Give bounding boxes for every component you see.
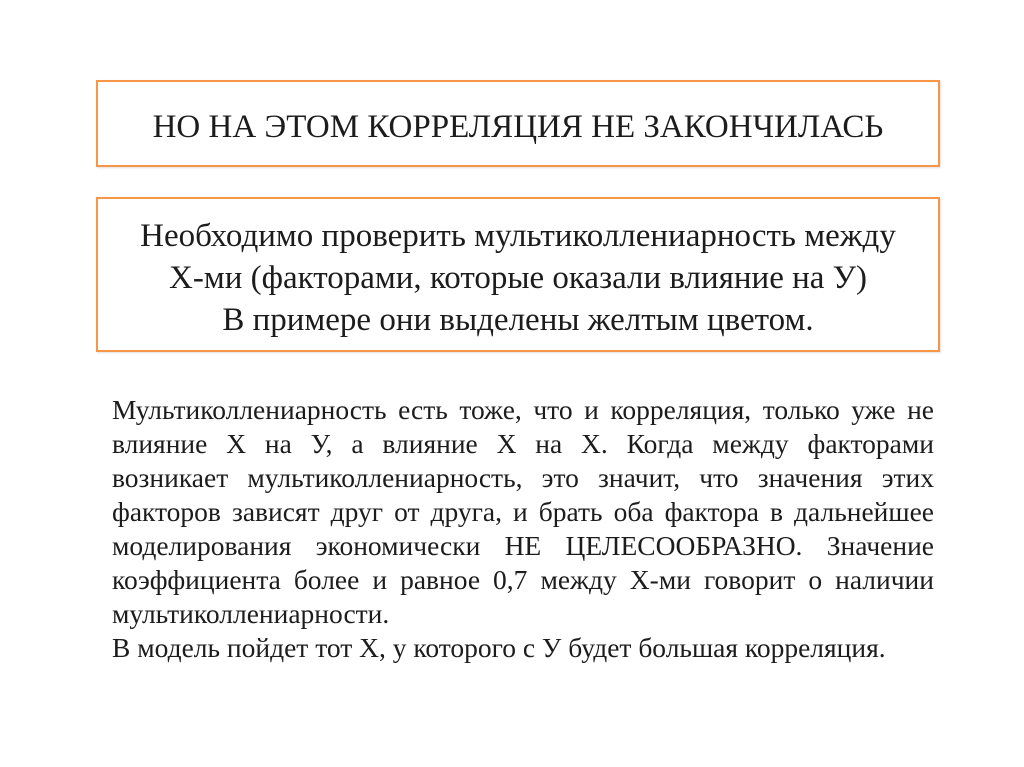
body-line: коэффициента более и равное 0,7 между Х-ми говорит о наличии (112, 564, 934, 595)
body-text (112, 393, 934, 665)
body-line: факторов зависят друг от друга, и брать оба фактора в дальнейшее (112, 496, 934, 527)
body-line: влияние Х на У, а влияние Х на Х. Когда между факторами (112, 428, 934, 459)
note-line: Необходимо проверить мультиколлениарность между (140, 217, 896, 254)
body-line: моделирования экономически НЕ ЦЕЛЕСООБРАЗНО. Значение (112, 530, 934, 561)
conclusion-line: В модель пойдет тот Х, у которого с У будет большая корреляция. (112, 632, 886, 663)
header-box (96, 80, 940, 167)
note-box (96, 197, 940, 352)
body-line: Мультиколлениарность есть тоже, что и корреляция, только уже не (112, 394, 934, 425)
body-line: мультиколлениарности. (112, 598, 390, 629)
body-line: возникает мультиколлениарность, это значит, что значения этих (112, 462, 934, 493)
note-line: В примере они выделены желтым цветом. (222, 301, 814, 338)
header-title: НО НА ЭТОМ КОРРЕЛЯЦИЯ НЕ ЗАКОНЧИЛАСЬ (152, 108, 884, 145)
note-line: Х-ми (факторами, которые оказали влияние на У) (169, 259, 867, 296)
